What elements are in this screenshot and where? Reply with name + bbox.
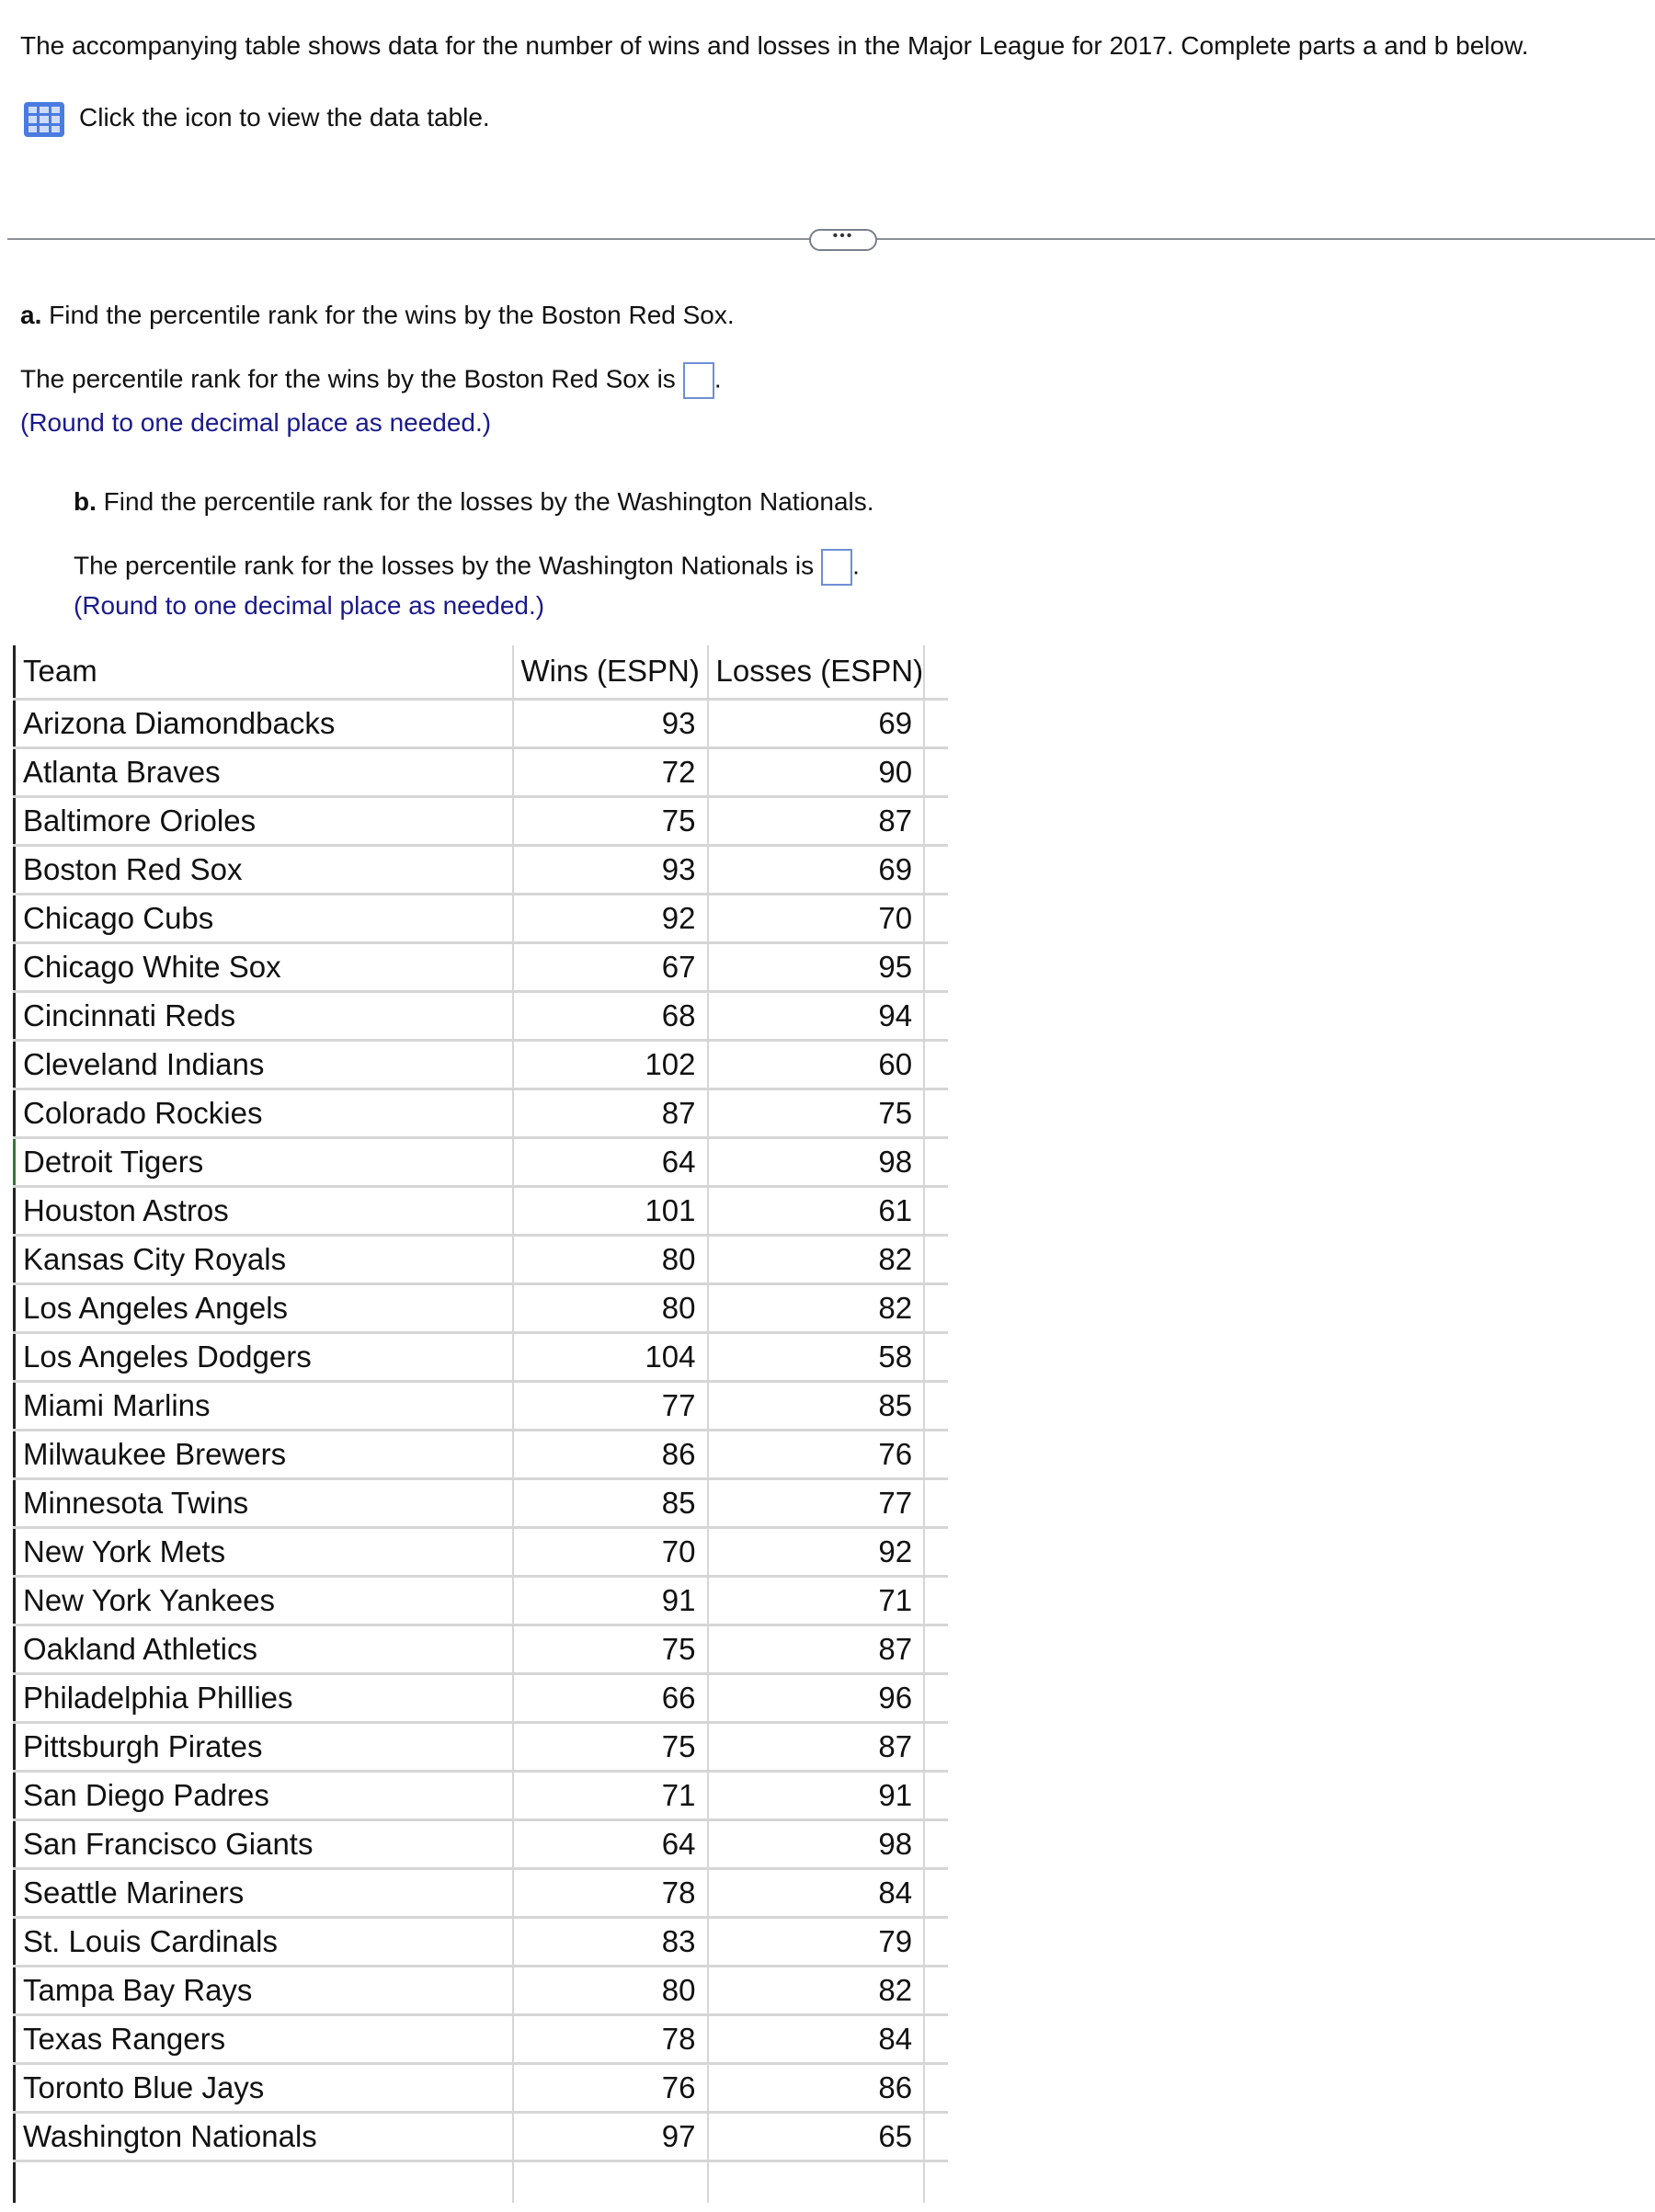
table-row <box>15 1917 949 1966</box>
wins-cell: 92 <box>513 894 708 942</box>
wins-cell: 102 <box>513 1040 708 1089</box>
losses-cell: 65 <box>708 2112 925 2161</box>
losses-cell: 98 <box>708 1819 925 1868</box>
wins-cell: 91 <box>513 1576 708 1625</box>
team-cell: Philadelphia Phillies <box>15 1673 513 1722</box>
table-row <box>15 894 949 942</box>
wins-cell: 75 <box>513 1625 708 1673</box>
header-losses: Losses (ESPN) <box>708 645 925 699</box>
table-row <box>15 845 949 894</box>
wins-cell: 87 <box>513 1089 708 1137</box>
table-row <box>15 1673 949 1722</box>
team-cell: Washington Nationals <box>15 2112 513 2161</box>
part-b-hint: (Round to one decimal place as needed.) <box>74 591 545 620</box>
wins-cell: 78 <box>513 2014 708 2063</box>
wins-cell: 83 <box>513 1917 708 1966</box>
team-cell: Colorado Rockies <box>15 1089 513 1137</box>
team-cell: Los Angeles Angels <box>15 1283 513 1332</box>
losses-cell: 90 <box>708 747 925 796</box>
table-row <box>15 1722 949 1771</box>
losses-cell: 87 <box>708 796 925 845</box>
part-a-prompt: The percentile rank for the wins by the Boston Red Sox is <box>20 364 676 393</box>
losses-cell: 96 <box>708 1673 925 1722</box>
part-a-answer-line: The percentile rank for the wins by the Boston Red Sox is . <box>20 362 722 399</box>
losses-cell: 85 <box>708 1381 925 1430</box>
wins-cell: 64 <box>513 1137 708 1186</box>
wins-cell: 80 <box>513 1966 708 2014</box>
more-button[interactable]: ••• <box>809 229 877 251</box>
losses-cell: 82 <box>708 1283 925 1332</box>
table-row <box>15 1527 949 1576</box>
part-b-question <box>74 487 874 517</box>
table-row <box>15 2112 949 2161</box>
table-row <box>15 1332 949 1381</box>
team-cell: Atlanta Braves <box>15 747 513 796</box>
losses-cell: 82 <box>708 1235 925 1283</box>
table-header-row <box>15 645 949 699</box>
team-cell: Milwaukee Brewers <box>15 1430 513 1478</box>
part-a-label: a. <box>20 301 42 329</box>
team-cell: Tampa Bay Rays <box>15 1966 513 2014</box>
losses-cell: 77 <box>708 1478 925 1527</box>
team-cell: San Diego Padres <box>15 1771 513 1819</box>
team-cell: New York Mets <box>15 1527 513 1576</box>
losses-cell: 98 <box>708 1137 925 1186</box>
team-cell: Seattle Mariners <box>15 1868 513 1917</box>
losses-cell: 82 <box>708 1966 925 2014</box>
table-row <box>15 1040 949 1089</box>
losses-cell: 87 <box>708 1625 925 1673</box>
losses-cell: 70 <box>708 894 925 942</box>
empty-row <box>15 2161 949 2203</box>
table-row <box>15 2063 949 2112</box>
team-cell: Cleveland Indians <box>15 1040 513 1089</box>
team-cell: Houston Astros <box>15 1186 513 1235</box>
losses-cell: 84 <box>708 2014 925 2063</box>
team-cell: San Francisco Giants <box>15 1819 513 1868</box>
table-row <box>15 1089 949 1137</box>
wins-cell: 71 <box>513 1771 708 1819</box>
losses-cell: 75 <box>708 1089 925 1137</box>
table-row <box>15 1868 949 1917</box>
team-cell: Kansas City Royals <box>15 1235 513 1283</box>
losses-cell: 76 <box>708 1430 925 1478</box>
team-cell: Chicago White Sox <box>15 942 513 991</box>
part-b-answer-input[interactable] <box>821 549 852 586</box>
wins-cell: 75 <box>513 796 708 845</box>
team-cell: Toronto Blue Jays <box>15 2063 513 2112</box>
part-b-answer-line: The percentile rank for the losses by the Washington Nationals is . <box>74 549 860 586</box>
losses-cell: 60 <box>708 1040 925 1089</box>
losses-cell: 79 <box>708 1917 925 1966</box>
losses-cell: 86 <box>708 2063 925 2112</box>
table-row <box>15 1235 949 1283</box>
wins-cell: 67 <box>513 942 708 991</box>
table-row <box>15 699 949 747</box>
table-row <box>15 2014 949 2063</box>
header-wins: Wins (ESPN) <box>513 645 708 699</box>
team-cell: Detroit Tigers <box>15 1137 513 1186</box>
wins-cell: 75 <box>513 1722 708 1771</box>
table-row <box>15 1186 949 1235</box>
wins-cell: 80 <box>513 1283 708 1332</box>
losses-cell: 71 <box>708 1576 925 1625</box>
losses-cell: 58 <box>708 1332 925 1381</box>
team-cell: St. Louis Cardinals <box>15 1917 513 1966</box>
table-row <box>15 1478 949 1527</box>
team-cell: Cincinnati Reds <box>15 991 513 1040</box>
team-cell: Chicago Cubs <box>15 894 513 942</box>
table-row <box>15 1771 949 1819</box>
table-row <box>15 1430 949 1478</box>
team-cell: Oakland Athletics <box>15 1625 513 1673</box>
part-a-question <box>20 301 735 330</box>
losses-cell: 61 <box>708 1186 925 1235</box>
table-row <box>15 1625 949 1673</box>
data-table-link[interactable]: Click the icon to view the data table. <box>79 103 490 131</box>
team-cell: Los Angeles Dodgers <box>15 1332 513 1381</box>
table-row <box>15 942 949 991</box>
part-a-hint: (Round to one decimal place as needed.) <box>20 408 492 437</box>
intro-text: The accompanying table shows data for the number of wins and losses in the Major League for 2017. Complete parts a and b below. <box>20 31 1529 60</box>
wins-cell: 76 <box>513 2063 708 2112</box>
part-a-question-text: Find the percentile rank for the wins by the Boston Red Sox. <box>49 301 735 329</box>
team-cell: New York Yankees <box>15 1576 513 1625</box>
table-row <box>15 1283 949 1332</box>
table-row <box>15 991 949 1040</box>
team-cell: Boston Red Sox <box>15 845 513 894</box>
team-cell: Texas Rangers <box>15 2014 513 2063</box>
wins-cell: 101 <box>513 1186 708 1235</box>
team-cell: Arizona Diamondbacks <box>15 699 513 747</box>
part-b-question-text: Find the percentile rank for the losses by the Washington Nationals. <box>103 487 874 516</box>
losses-cell: 84 <box>708 1868 925 1917</box>
table-row <box>15 1966 949 2014</box>
wins-cell: 93 <box>513 845 708 894</box>
wins-cell: 97 <box>513 2112 708 2161</box>
wins-cell: 66 <box>513 1673 708 1722</box>
part-b-prompt: The percentile rank for the losses by the Washington Nationals is <box>74 551 815 580</box>
losses-cell: 91 <box>708 1771 925 1819</box>
wins-cell: 77 <box>513 1381 708 1430</box>
wins-cell: 72 <box>513 747 708 796</box>
part-a-answer-input[interactable] <box>683 362 714 399</box>
wins-cell: 80 <box>513 1235 708 1283</box>
data-table-icon[interactable] <box>24 102 64 137</box>
team-cell: Pittsburgh Pirates <box>15 1722 513 1771</box>
team-cell: Minnesota Twins <box>15 1478 513 1527</box>
data-table <box>13 645 948 2203</box>
losses-cell: 95 <box>708 942 925 991</box>
table-row <box>15 796 949 845</box>
wins-cell: 64 <box>513 1819 708 1868</box>
team-cell: Miami Marlins <box>15 1381 513 1430</box>
wins-cell: 104 <box>513 1332 708 1381</box>
header-team: Team <box>15 645 513 699</box>
wins-cell: 86 <box>513 1430 708 1478</box>
table-row <box>15 1819 949 1868</box>
losses-cell: 87 <box>708 1722 925 1771</box>
losses-cell: 92 <box>708 1527 925 1576</box>
wins-cell: 70 <box>513 1527 708 1576</box>
table-row <box>15 747 949 796</box>
wins-cell: 93 <box>513 699 708 747</box>
table-row <box>15 1137 949 1186</box>
part-b-label: b. <box>74 487 97 516</box>
wins-cell: 68 <box>513 991 708 1040</box>
table-row <box>15 1381 949 1430</box>
losses-cell: 69 <box>708 699 925 747</box>
wins-cell: 78 <box>513 1868 708 1917</box>
table-row <box>15 1576 949 1625</box>
wins-cell: 85 <box>513 1478 708 1527</box>
team-cell: Baltimore Orioles <box>15 796 513 845</box>
losses-cell: 69 <box>708 845 925 894</box>
losses-cell: 94 <box>708 991 925 1040</box>
